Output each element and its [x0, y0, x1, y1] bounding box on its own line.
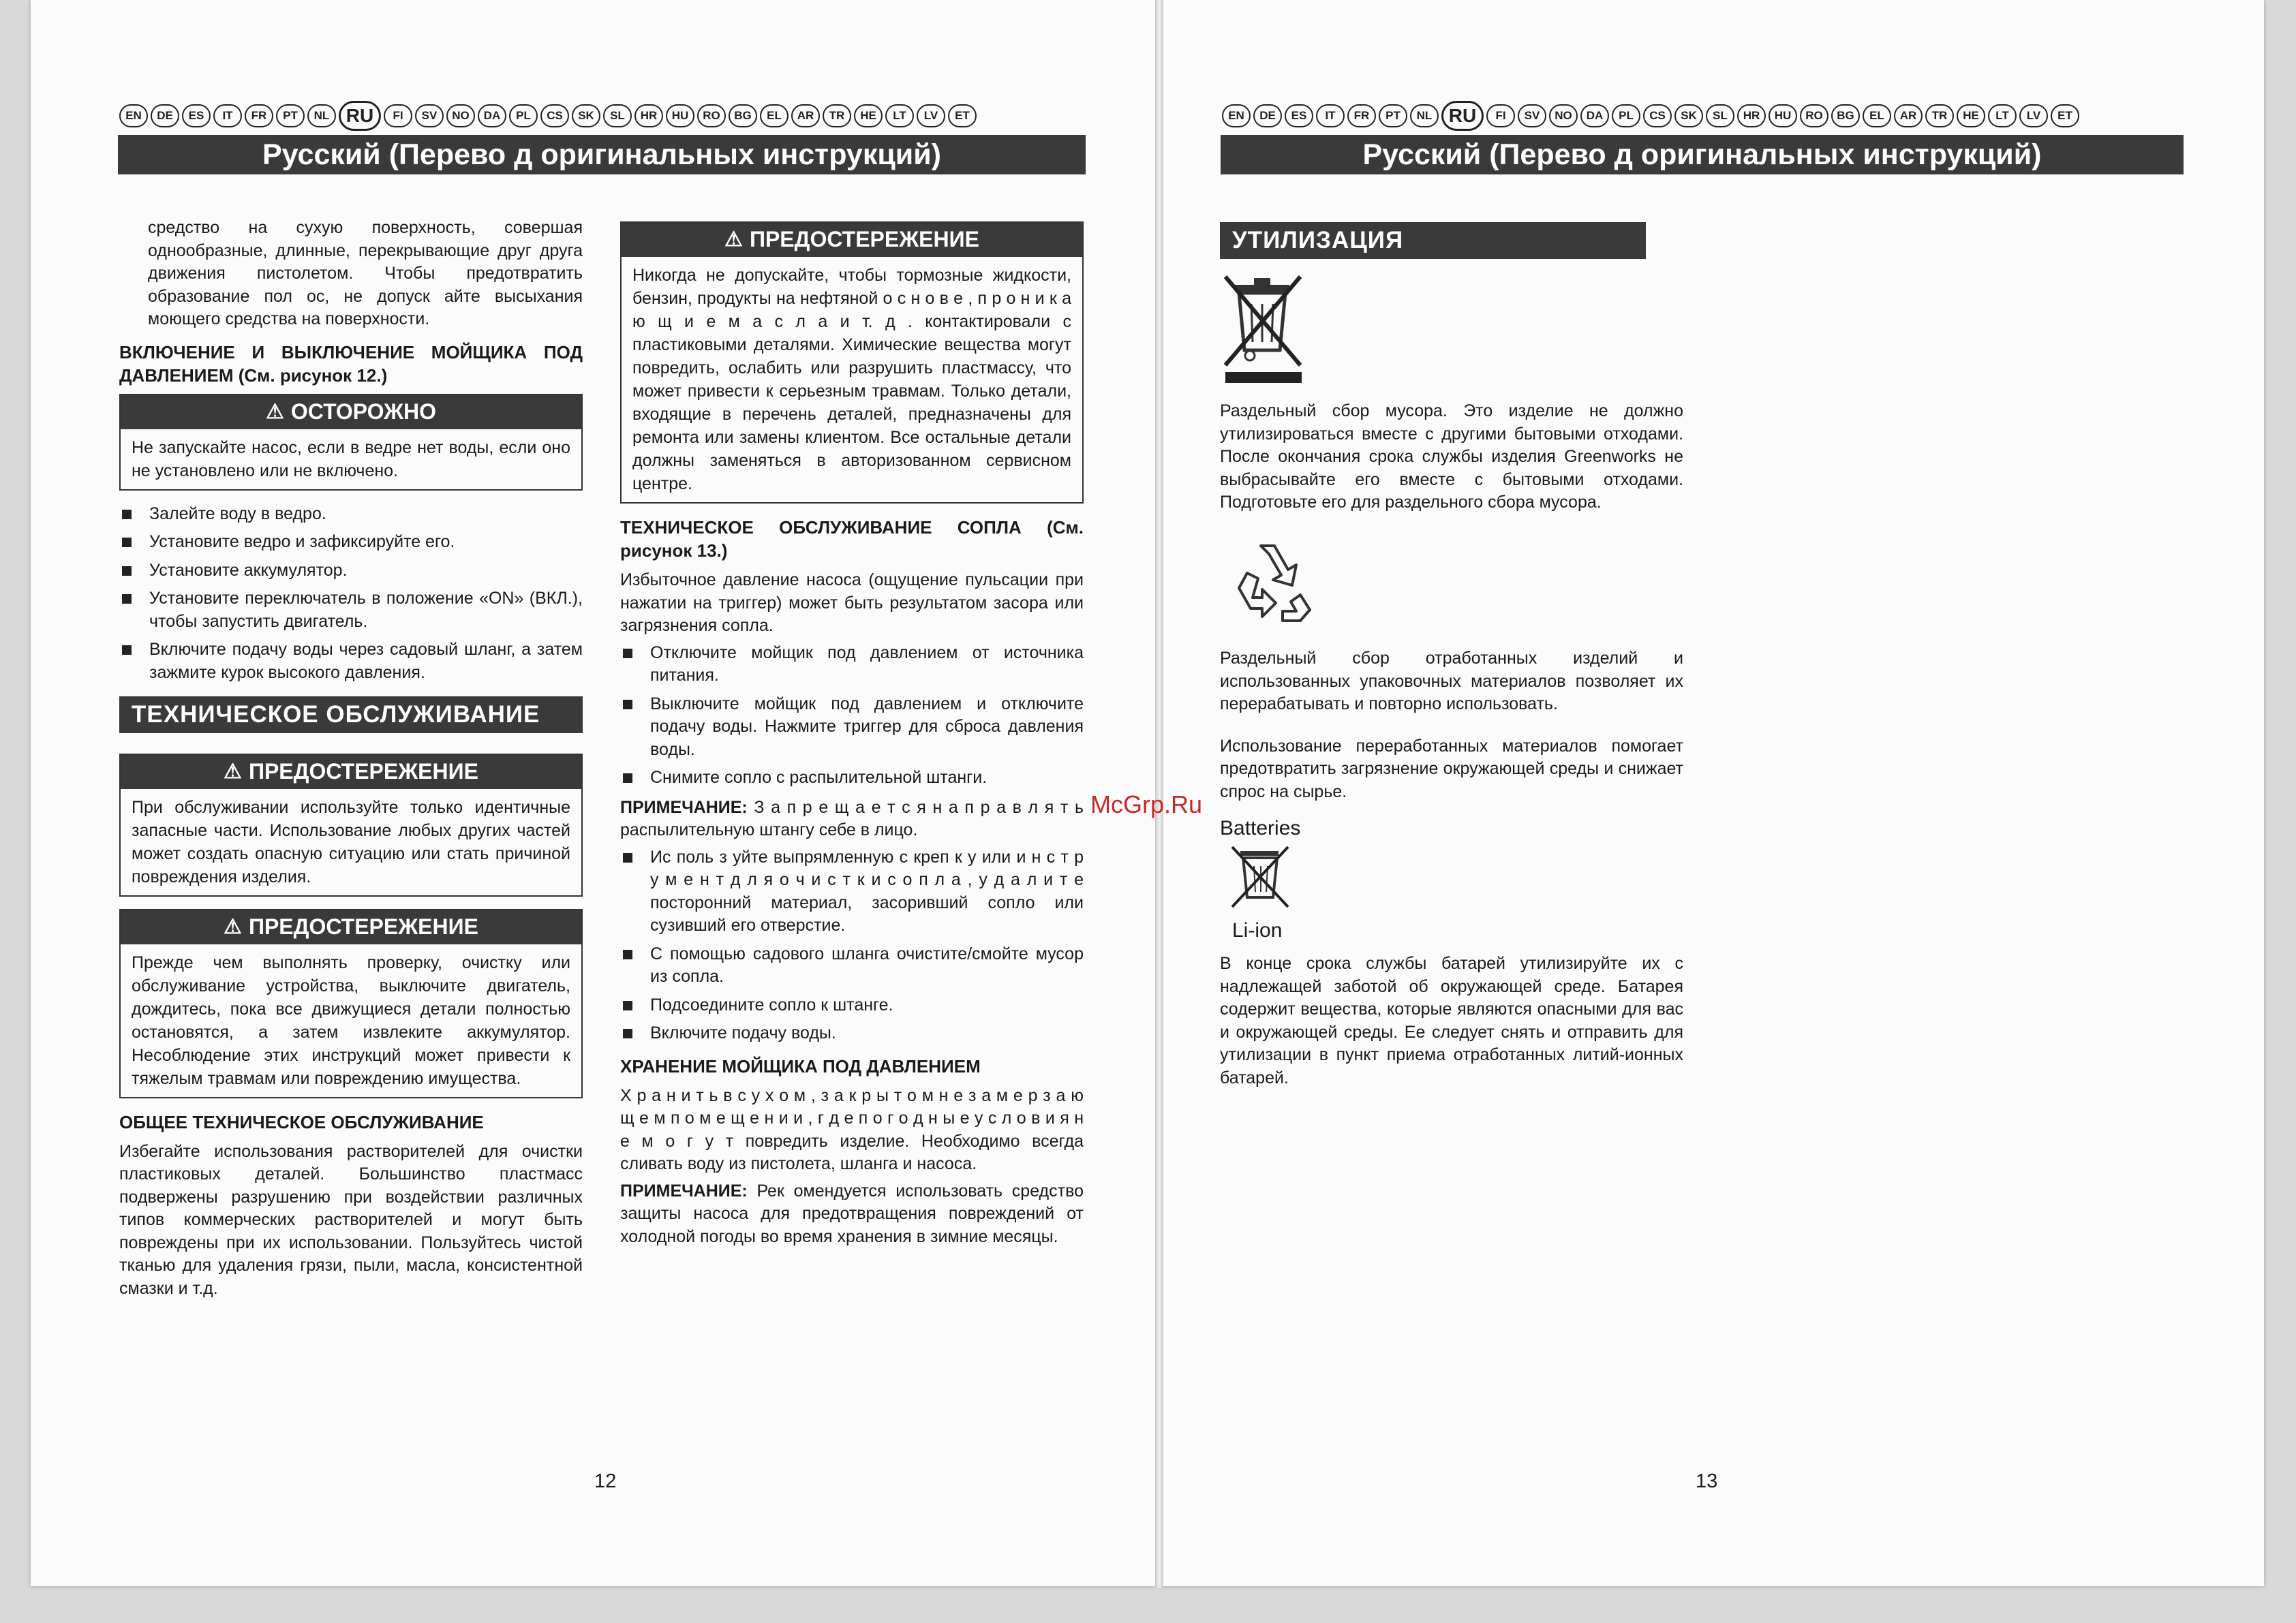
language-badge-sl: SL [1706, 104, 1734, 127]
language-badge-da: DA [478, 104, 506, 127]
language-badge-hu: HU [666, 104, 694, 127]
warning-title-1: ПРЕДОСТЕРЕЖЕНИЕ [248, 758, 478, 784]
page-title-right [1221, 135, 2184, 174]
language-badge-it: IT [1316, 104, 1345, 127]
note-2-label: ПРИМЕЧАНИЕ: [620, 1181, 748, 1201]
warning-text-2: Прежде чем выполнять проверку, очистку или обслуживание устройства, выключите двигатель, дождитесь, пока все движущиеся детали полностью остановятся, а затем извлеките аккумулятор. Несоблюдение этих инструкций может привести к тяжелым травмам или повреждению имущества. [132, 953, 570, 1088]
warning-text-1: При обслуживании используйте только идентичные запасные части. Использование любых других частей может создать опасную ситуацию или стать причиной повреждения изделия. [132, 797, 570, 886]
language-badge-ru: RU [1441, 101, 1484, 131]
language-badge-en: EN [119, 104, 148, 127]
language-badge-ro: RO [1800, 104, 1828, 127]
list-item: Установите ведро и зафиксируйте его. [119, 531, 583, 554]
caution-title: ОСТОРОЖНО [290, 399, 437, 424]
language-badge-lv: LV [917, 104, 945, 127]
language-badge-hr: HR [1737, 104, 1766, 127]
language-badge-ro: RO [697, 104, 726, 127]
language-badge-fr: FR [1347, 104, 1376, 127]
note-2-text: Рек омендуется использовать средство защиты насоса для предотвращения повреждений от холодной погоды во время хранения в зимние месяцы. [620, 1181, 1084, 1246]
language-badge-nl: NL [1410, 104, 1439, 127]
battery-crossed-bin-icon [1220, 844, 1302, 926]
storage-heading: ХРАНЕНИЕ МОЙЩИКА ПОД ДАВЛЕНИЕМ [620, 1055, 981, 1077]
language-badge-bg: BG [1831, 104, 1860, 127]
language-badge-es: ES [182, 104, 211, 127]
language-badge-sl: SL [603, 104, 632, 127]
language-badge-pt: PT [1379, 104, 1407, 127]
warning-triangle-icon: ⚠ [724, 228, 743, 251]
warning-title-2: ПРЕДОСТЕРЕЖЕНИЕ [248, 914, 478, 939]
language-badge-lt: LT [885, 104, 914, 127]
onoff-steps-list [119, 503, 583, 685]
language-badge-fr: FR [245, 104, 273, 127]
note-1-text: З а п р е щ а е т с я н а п р а в л я т ь распылительную штангу себе в лицо. [620, 797, 1084, 839]
language-badge-pl: PL [1612, 104, 1640, 127]
language-badge-sk: SK [1674, 104, 1703, 127]
left-column-2 [620, 221, 1084, 1252]
warning-text-3: Никогда не допускайте, чтобы тормозные жидкости, бензин, продукты на нефтяной о с н о в е , п р о н и к а ю щ и е м а с л а и т. д . контактировали с пластиковыми деталями. Химические вещества могут повредить, ослабить или разрушить пластмассу, что может привести к серьезным травмам. Только детали, входящие в перечень деталей, предназначены для ремонта или замены клиентом. Все остальные детали должны заменяться в авторизованном сервисном центре. [632, 266, 1071, 493]
language-badge-pt: PT [276, 104, 305, 127]
note-1-label: ПРИМЕЧАНИЕ: [620, 797, 748, 817]
language-badge-et: ET [948, 104, 977, 127]
language-badge-ar: AR [791, 104, 820, 127]
maintenance-heading: ТЕХНИЧЕСКОЕ ОБСЛУЖИВАНИЕ [119, 696, 583, 733]
language-badge-de: DE [1253, 104, 1282, 127]
note-1 [620, 797, 1084, 842]
list-item: Выключите мойщик под давлением и отключите подачу воды. Нажмите триггер для сброса давления воды. [620, 693, 1084, 762]
caution-text: Не запускайте насос, если в ведре нет воды, если оно не установлено или не включено. [132, 437, 570, 480]
language-badge-tr: TR [823, 104, 851, 127]
language-badge-cs: CS [540, 104, 569, 127]
language-badge-hr: HR [634, 104, 663, 127]
warning-triangle-icon: ⚠ [265, 400, 284, 423]
warning-header-1 [121, 755, 581, 789]
list-item: Включите подачу воды. [620, 1022, 1084, 1045]
general-maintenance-heading: ОБЩЕЕ ТЕХНИЧЕСКОЕ ОБСЛУЖИВАНИЕ [119, 1111, 484, 1132]
language-badge-sk: SK [572, 104, 600, 127]
language-badge-ru: RU [339, 101, 381, 131]
battery-disposal-text: В конце срока службы батарей утилизируйте их с надлежащей заботой об окружающей среде. Батарея содержит вещества, которые являются опасными для вас и окружающей среды. Ее следует снять и отправить для утилизации в пункт приема отработанных литий-ионных батарей. [1220, 954, 1683, 1087]
page-number-right: 13 [1696, 1470, 1718, 1492]
list-item: Залейте воду в ведро. [119, 503, 583, 526]
language-badge-hu: HU [1769, 104, 1797, 127]
language-badge-tr: TR [1925, 104, 1954, 127]
list-item: Установите аккумулятор. [119, 559, 583, 583]
language-badge-el: EL [760, 104, 789, 127]
warning-title-3: ПРЕДОСТЕРЕЖЕНИЕ [749, 227, 979, 252]
language-badge-en: EN [1222, 104, 1251, 127]
language-badge-sv: SV [415, 104, 444, 127]
liion-label: Li-ion [1232, 918, 1283, 942]
watermark: McGrp.Ru [1090, 790, 1203, 818]
language-badge-he: HE [1957, 104, 1985, 127]
caution-box [119, 394, 583, 491]
list-item: Отключите мойщик под давлением от источника питания. [620, 642, 1084, 687]
language-badge-lt: LT [1988, 104, 2017, 127]
language-badge-fi: FI [384, 104, 412, 127]
disposal-text-3: Использование переработанных материалов помогает предотвратить загрязнение окружающей среды и снижает спрос на сырье. [1220, 736, 1683, 801]
language-badge-no: NO [1549, 104, 1578, 127]
warning-header-3 [622, 223, 1082, 257]
language-selector-left [119, 101, 977, 131]
nozzle-intro: Избыточное давление насоса (ощущение пульсации при нажатии на триггер) может быть результатом засора или загрязнения сопла. [620, 570, 1084, 635]
warning-box-3 [620, 221, 1084, 504]
language-badge-it: IT [213, 104, 242, 127]
language-badge-es: ES [1285, 104, 1313, 127]
language-badge-cs: CS [1643, 104, 1672, 127]
language-badge-pl: PL [509, 104, 538, 127]
storage-text: Х р а н и т ь в с у х о м , з а к р ы т о м н е з а м е р з а ю щ е м п о м е щ е н и и , г д е п о г о д н ы е у с л о в и я н е м о г у т повредить изделие. Необходимо всегда сливать воду из пистолета, шланга и насоса. [620, 1085, 1084, 1173]
disposal-text-1: Раздельный сбор мусора. Это изделие не должно утилизироваться вместе с другими бытовыми отходами. После окончания срока службы изделия Greenworks не выбрасывайте его вместе с бытовыми отходами. Подготовьте его для раздельного сбора мусора. [1220, 401, 1683, 512]
language-badge-lv: LV [2019, 104, 2048, 127]
language-selector-right [1222, 101, 2079, 131]
warning-triangle-icon: ⚠ [224, 915, 242, 938]
language-badge-da: DA [1580, 104, 1609, 127]
warning-box-1 [119, 754, 583, 897]
warning-box-2 [119, 909, 583, 1098]
language-badge-fi: FI [1486, 104, 1515, 127]
language-badge-bg: BG [729, 104, 757, 127]
language-badge-nl: NL [307, 104, 336, 127]
caution-header [121, 395, 581, 429]
nozzle-steps-list-a [620, 642, 1084, 790]
language-badge-sv: SV [1518, 104, 1546, 127]
disposal-heading: УТИЛИЗАЦИЯ [1220, 222, 1646, 259]
list-item: Ис поль з уйте выпрямленную с креп к у или и н с т р у м е н т д л я о ч и с т к и с о п л а , у д а л и т е посторонний материал, засоривший сопло или сузивший его отверстие. [620, 846, 1084, 938]
page-title-text: Русский (Перево д оригинальных инструкций) [1362, 138, 2042, 171]
note-2 [620, 1180, 1084, 1249]
nozzle-heading: ТЕХНИЧЕСКОЕ ОБСЛУЖИВАНИЕ СОПЛА (См. рисунок 13.) [620, 517, 1084, 561]
recycle-icon [1220, 532, 1683, 634]
onoff-heading: ВКЛЮЧЕНИЕ И ВЫКЛЮЧЕНИЕ МОЙЩИКА ПОД ДАВЛЕНИЕМ (См. рисунок 12.) [119, 341, 583, 386]
crossed-bin-icon [1220, 270, 1683, 392]
left-column-1 [119, 217, 583, 1304]
language-badge-he: HE [854, 104, 883, 127]
general-maintenance-text: Избегайте использования растворителей для очистки пластиковых деталей. Большинство пластмасс подвержены разрушению при воздействии различных типов коммерческих растворителей и могут быть повреждены при их использовании. Пользуйтесь чистой тканью для удаления грязи, пыли, масла, консистентной смазки и т.д. [119, 1141, 583, 1298]
intro-paragraph: средство на сухую поверхность, совершая однообразные, длинные, перекрывающие друг друга движения пистолетом. Чтобы предотвратить образование пол ос, не допуск айте высыхания моющего средства на поверхности. [148, 218, 583, 328]
bleed-through-text [1745, 184, 2181, 1308]
page-title-text: Русский (Перево д оригинальных инструкций) [262, 138, 941, 171]
warning-triangle-icon: ⚠ [224, 760, 242, 783]
right-column [1220, 222, 1683, 1094]
list-item: Включите подачу воды через садовый шланг, а затем зажмите курок высокого давления. [119, 638, 583, 684]
language-badge-et: ET [2051, 104, 2079, 127]
language-badge-el: EL [1863, 104, 1891, 127]
list-item: Подсоедините сопло к штанге. [620, 994, 1084, 1017]
batteries-label: Batteries [1220, 817, 1301, 839]
disposal-text-2: Раздельный сбор отработанных изделий и использованных упаковочных материалов позволяет их перерабатывать и повторно использовать. [1220, 649, 1683, 713]
language-badge-de: DE [151, 104, 179, 127]
page-number-left: 12 [594, 1470, 617, 1492]
list-item: С помощью садового шланга очистите/смойте мусор из сопла. [620, 943, 1084, 989]
language-badge-ar: AR [1894, 104, 1923, 127]
nozzle-steps-list-b [620, 846, 1084, 1045]
list-item: Снимите сопло с распылительной штанги. [620, 767, 1084, 790]
page-title-left [118, 135, 1086, 174]
list-item: Установите переключатель в положение «ON» (ВКЛ.), чтобы запустить двигатель. [119, 587, 583, 633]
language-badge-no: NO [446, 104, 475, 127]
warning-header-2 [121, 910, 581, 944]
